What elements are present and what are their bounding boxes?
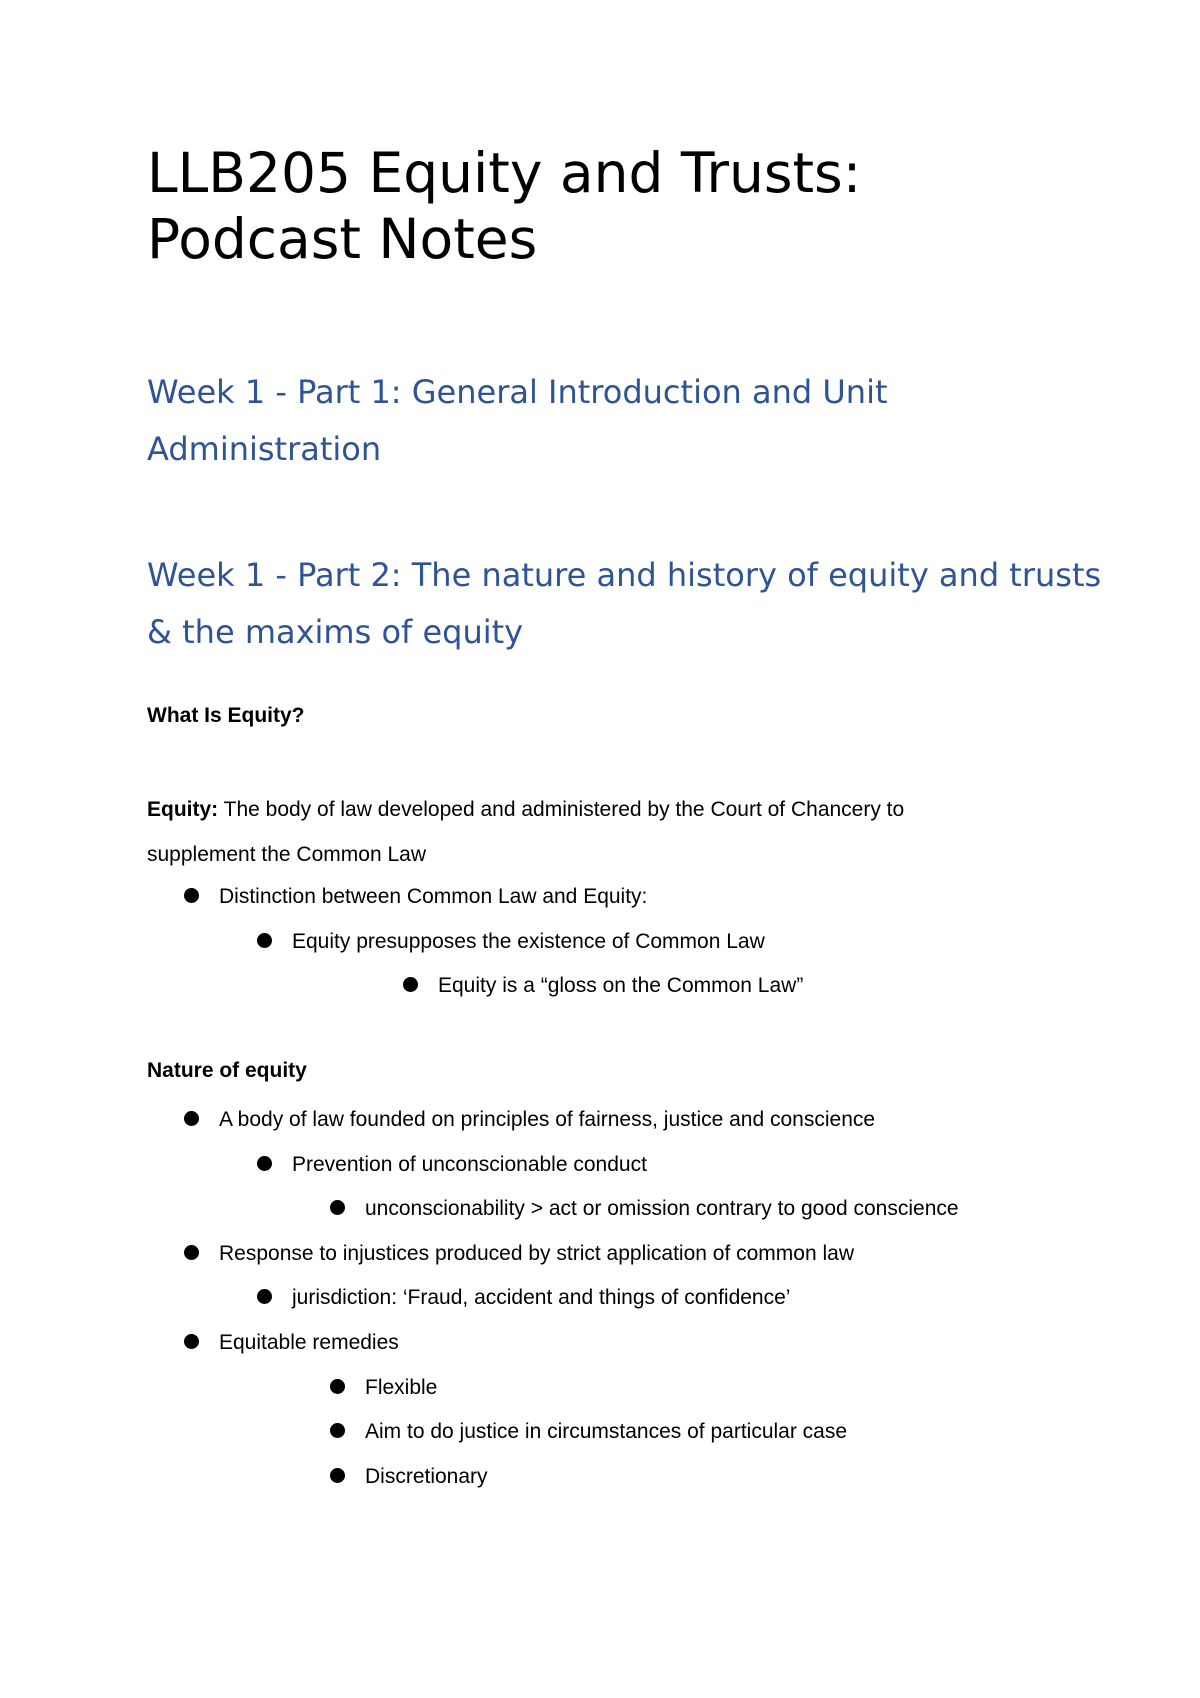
bullet-icon [257,1289,272,1304]
bullet-icon [184,1111,199,1126]
list-item [330,1194,959,1224]
section-heading-week1-part1: Week 1 - Part 1: General Introduction and Unit Administration [147,373,888,468]
bullet-icon [257,1156,272,1171]
bullet-icon [403,977,418,992]
equity-definition-paragraph [147,787,987,877]
list-item [330,1462,488,1492]
bullet-icon [184,1245,199,1260]
list-item-text: Equity is a “gloss on the Common Law” [438,974,804,997]
bullet-icon [330,1468,345,1483]
list-item [184,882,647,912]
bullet-icon [184,888,199,903]
list-item [330,1417,847,1447]
bullet-icon [330,1423,345,1438]
bullet-icon [330,1200,345,1215]
document-title-line-1: LLB205 Equity and Trusts: [147,141,862,205]
list-item [330,1373,437,1403]
list-item [257,927,765,957]
list-item-text: A body of law founded on principles of fairness, justice and conscience [219,1108,876,1131]
definition-text: The body of law developed and administered by the Court of Chancery to supplement the Common Law [147,798,905,866]
bullet-icon [257,933,272,948]
list-item [184,1239,854,1269]
list-item-text: Response to injustices produced by strict application of common law [219,1242,854,1265]
list-item [257,1150,647,1180]
list-item-text: Prevention of unconscionable conduct [292,1153,647,1176]
list-item [257,1283,790,1313]
list-item [403,971,803,1001]
list-item-text: Flexible [365,1376,438,1399]
definition-term: Equity: [147,798,219,821]
list-item [184,1105,875,1135]
bullet-icon [330,1379,345,1394]
section-heading-week1-part2: Week 1 - Part 2: The nature and history of equity and trusts & the maxims of equity [147,556,1102,651]
list-item-text: Distinction between Common Law and Equity: [219,885,648,908]
list-item-text: jurisdiction: ‘Fraud, accident and things of confidence’ [292,1286,791,1309]
list-item-text: Equity presupposes the existence of Common Law [292,930,765,953]
subheading-what-is-equity: What Is Equity? [147,704,305,727]
subheading-nature-of-equity: Nature of equity [147,1059,307,1082]
bullet-icon [184,1334,199,1349]
list-item-text: Aim to do justice in circumstances of particular case [365,1420,848,1443]
document-title-line-2: Podcast Notes [147,207,538,271]
list-item-text: unconscionability > act or omission contrary to good conscience [365,1197,959,1220]
list-item [184,1328,399,1358]
list-item-text: Equitable remedies [219,1331,399,1354]
list-item-text: Discretionary [365,1465,488,1488]
document-title [147,140,1107,272]
